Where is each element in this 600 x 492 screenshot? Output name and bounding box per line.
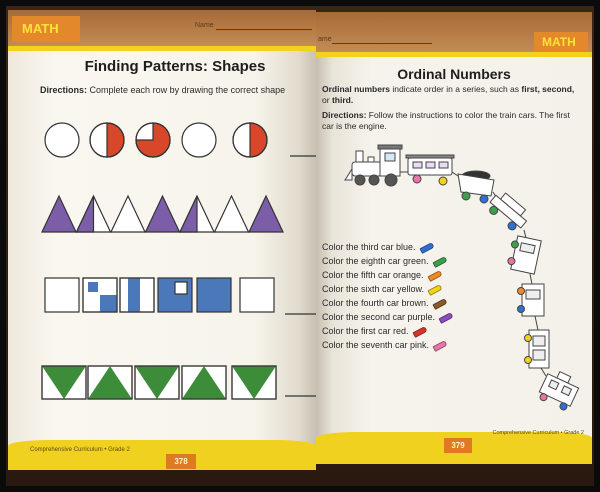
rectangle-shape <box>88 366 132 399</box>
circle-shape <box>233 123 267 157</box>
train-car <box>537 367 582 412</box>
instruction-text: Color the fifth car orange. <box>322 270 424 280</box>
instruction-list <box>322 240 453 352</box>
circle-shape <box>45 123 79 157</box>
crayon-icon <box>412 326 427 338</box>
square-shape <box>120 278 154 312</box>
train-engine <box>345 145 402 186</box>
name-label: Name <box>195 22 214 29</box>
train-car <box>506 235 541 274</box>
triangle-shape <box>215 196 249 232</box>
instruction-text: Color the fourth car brown. <box>322 298 429 308</box>
triangle-shape <box>146 196 180 232</box>
rectangle-shape <box>182 366 226 399</box>
rectangle-shape <box>42 366 86 399</box>
list-item <box>322 254 453 268</box>
crayon-icon <box>438 312 453 324</box>
triangle-shape <box>42 196 76 232</box>
train-coupler <box>541 368 546 376</box>
triangle-shape <box>77 196 111 232</box>
shape-patterns <box>8 10 316 470</box>
directions-label: Directions: <box>40 85 88 95</box>
train-car <box>406 155 454 185</box>
crayon-icon <box>419 242 434 254</box>
triangle-shape <box>180 196 214 232</box>
crayon-icon <box>427 270 442 282</box>
directions-text: Follow the instructions to color the train cars. The first car is the engine. <box>322 110 570 131</box>
circle-shape <box>136 123 170 157</box>
circle-shape <box>182 123 216 157</box>
footer-series: Comprehensive Curriculum • Grade 2 <box>30 447 130 453</box>
instruction-text: Color the second car purple. <box>322 312 436 322</box>
train-car <box>518 284 545 316</box>
train-coupler <box>535 316 538 330</box>
square-shape <box>197 278 231 312</box>
train-coupler <box>452 172 458 176</box>
name-label: ame <box>318 36 332 43</box>
directions-label: Directions: <box>322 110 367 120</box>
instruction-text: Color the first car red. <box>322 326 409 336</box>
intro-last-example: third. <box>331 95 354 105</box>
page-number: 379 <box>444 438 472 453</box>
train-car <box>458 171 494 203</box>
instruction-text: Color the sixth car yellow. <box>322 284 425 294</box>
list-item <box>322 282 453 296</box>
intro-term: Ordinal numbers <box>322 84 391 94</box>
directions-text: Complete each row by drawing the correct shape <box>89 85 286 95</box>
circle-shape <box>90 123 124 157</box>
instruction-text: Color the eighth car green. <box>322 256 429 266</box>
train-car <box>485 189 532 234</box>
page-title: Finding Patterns: Shapes <box>84 58 266 75</box>
list-item <box>322 268 453 282</box>
crayon-icon <box>432 298 447 310</box>
triangle-shape <box>249 196 283 232</box>
left-page <box>8 10 316 470</box>
train-coupler <box>530 274 532 284</box>
square-shape <box>240 278 274 312</box>
square-shape <box>45 278 79 312</box>
crayon-icon <box>432 340 447 352</box>
intro-examples: first, second, <box>521 84 575 94</box>
list-item <box>322 296 453 310</box>
train-illustration <box>316 12 592 464</box>
instruction-text: Color the seventh car pink. <box>322 340 430 350</box>
subject-tab: MATH <box>534 32 588 52</box>
intro-text: indicate order in a series, such as <box>392 84 520 94</box>
list-item <box>322 240 453 254</box>
right-page <box>316 12 592 464</box>
page-title: Ordinal Numbers <box>397 66 511 82</box>
footer-series: Comprehensive Curriculum • Grade 2 <box>492 430 584 436</box>
list-item <box>322 310 453 324</box>
intro-connector: or <box>322 95 330 105</box>
crayon-icon <box>432 256 447 268</box>
square-shape <box>83 278 117 312</box>
crayon-icon <box>427 284 442 296</box>
rectangle-shape <box>232 366 276 399</box>
subject-tab: MATH <box>12 16 80 42</box>
instruction-text: Color the third car blue. <box>322 242 416 252</box>
list-item <box>322 338 453 352</box>
square-shape <box>158 278 192 312</box>
list-item <box>322 324 453 338</box>
rectangle-shape <box>135 366 179 399</box>
page-number: 378 <box>166 454 196 469</box>
train-car <box>525 330 550 368</box>
left-footer-band <box>8 440 316 470</box>
triangle-shape <box>111 196 145 232</box>
